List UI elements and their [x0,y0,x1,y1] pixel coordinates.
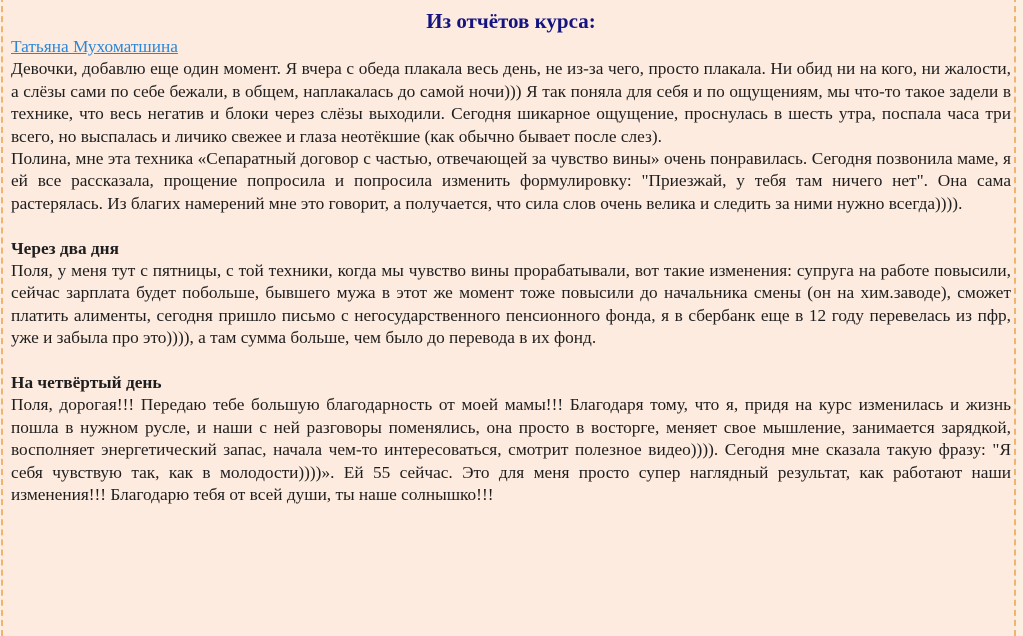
section-fourth-day [11,372,1011,506]
spacer [11,350,1011,372]
section-heading: На четвёртый день [11,373,162,393]
paragraph: Поля, у меня тут с пятницы, с той техники, когда мы чувство вины прорабатывали, вот такие изменения: супруга на работе повысили, сейчас зарплата будет побольше, бывшего мужа в этот же момент тоже повысили до начальника смены (он на хим.заводе), сможет платить алименты, сегодня пришло письмо с негосударственного пенсионного фонда, я в сбербанк еще в 12 году перевелась из пфр, уже и забыла про это)))), а там сумма больше, чем было до перевода в их фонд. [11,261,1011,348]
page-title: Из отчётов курса: [426,9,596,33]
paragraph: Полина, мне эта техника «Сепаратный договор с частью, отвечающей за чувство вины» очень понравилась. Сегодня позвонила маме, я ей все рассказала, прощение попросила и попросила изменить формулировку: "Приезжай, у тебя там ничего нет". Она сама растерялась. Из благих намерений мне это говорит, а получается, что сила слов очень велика и следить за ними нужно всегда)))). [11,149,1011,213]
author-link[interactable]: Татьяна Мухоматшина [11,37,178,56]
paragraph: Девочки, добавлю еще один момент. Я вчера с обеда плакала весь день, не из-за чего, просто плакала. Ни обид ни на кого, ни жалости, а слёзы сами по себе бежали, в общем, наплакалась до самой ночи))) Я так поняла для себя и по ощущениям, мы что-то такое задели в технике, что весь негатив и блоки через слёзы выходили. Сегодня шикарное ощущение, проснулась в шесть утра, поспала часа три всего, но выспалась и личико свежее и глаза неотёкшие (как обычно бывает после слез). [11,59,1011,146]
paragraph: Поля, дорогая!!! Передаю тебе большую благодарность от моей мамы!!! Благодаря тому, что я, придя на курс изменилась и жизнь пошла в нужном русле, и наши с ней разговоры поменялись, она просто в восторге, меняет свое мышление, занимается зарядкой, восполняет энергетический запас, начала чем-то интересоваться, смотрит полезное видео)))). Сегодня мне сказала такую фразу: "Я себя чувствую так, как в молодости))))». Ей 55 сейчас. Это для меня просто супер наглядный результат, как работают наши изменения!!! Благодарю тебя от всей души, ты наше солнышко!!! [11,395,1011,505]
section-first-report [11,58,1011,215]
section-heading: Через два дня [11,238,119,258]
spacer [11,215,1011,237]
testimonial-content [11,6,1011,507]
section-two-days-later [11,238,1011,350]
